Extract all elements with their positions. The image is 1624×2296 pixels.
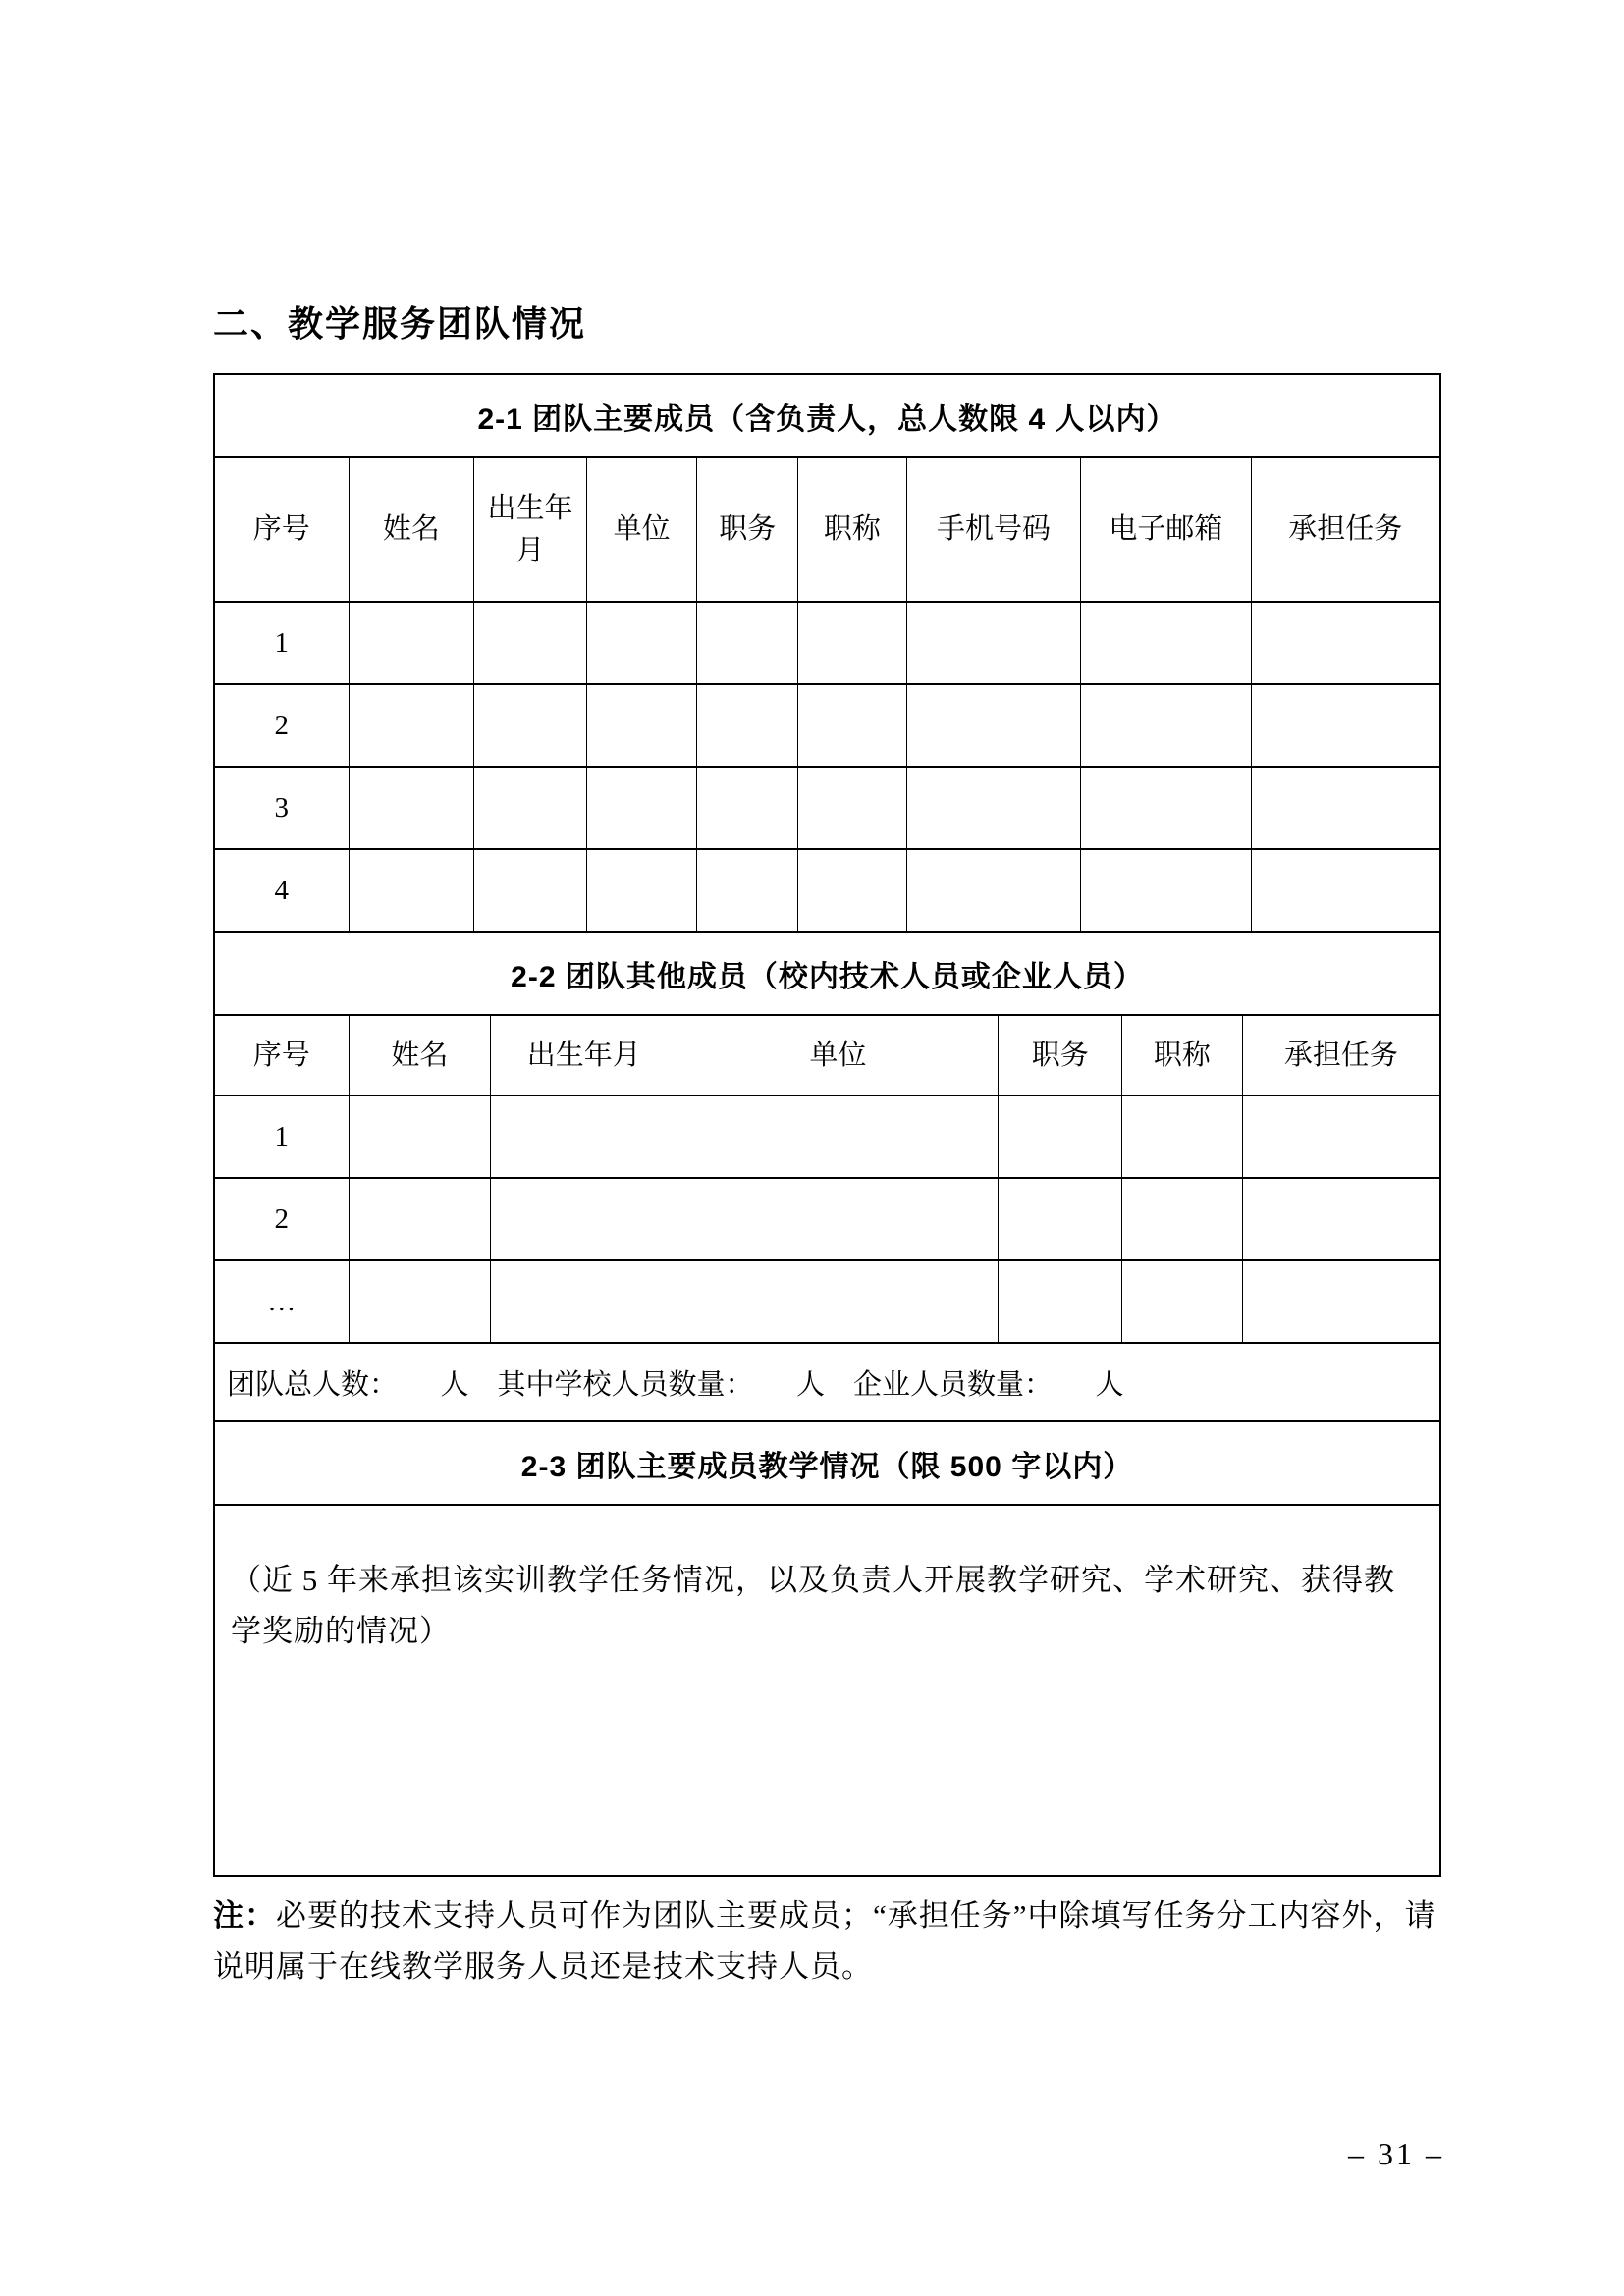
empty-cell [490,1095,677,1177]
table-2-3-title: 2-3 团队主要成员教学情况（限 500 字以内） [215,1420,1439,1504]
table-2-2-grid [215,1014,1439,1342]
row-number-cell: 2 [215,683,349,766]
col-header: 职称 [1121,1016,1242,1095]
empty-cell [349,1095,491,1177]
row-number-cell: 1 [215,1095,349,1177]
empty-cell [677,1095,998,1177]
table-2-2-title: 2-2 团队其他成员（校内技术人员或企业人员） [215,931,1439,1014]
footnote-label: 注： [213,1898,276,1933]
col-header: 职务 [998,1016,1121,1095]
empty-cell [586,601,697,683]
empty-cell [349,1259,491,1342]
empty-cell [349,683,474,766]
empty-cell [1121,1177,1242,1259]
team-totals-row: 团队总人数： 人 其中学校人员数量： 人 企业人员数量： 人 [215,1342,1439,1420]
col-header: 出生年月 [490,1016,677,1095]
empty-cell [586,683,697,766]
empty-cell [998,1177,1121,1259]
empty-cell [1242,1259,1439,1342]
col-header: 手机号码 [906,458,1080,601]
team-info-table [213,373,1441,1877]
table-2-1-title: 2-1 团队主要成员（含负责人，总人数限 4 人以内） [477,402,1177,436]
footnote [213,1891,1445,1993]
empty-cell [906,601,1080,683]
empty-cell [1251,848,1439,931]
row-number-cell: 2 [215,1177,349,1259]
col-header: 序号 [252,1039,310,1071]
empty-cell [696,601,797,683]
col-header: 职务 [696,458,797,601]
footnote-text: 必要的技术支持人员可作为团队主要成员；“承担任务”中除填写任务分工内容外，请说明属于在线教学服务人员还是技术支持人员。 [213,1898,1436,1984]
empty-cell [906,848,1080,931]
empty-cell [490,1259,677,1342]
col-header: 单位 [677,1016,998,1095]
empty-cell [349,1177,491,1259]
empty-cell [797,601,906,683]
row-number-cell: 3 [215,766,349,848]
empty-cell [473,766,586,848]
empty-cell [1242,1177,1439,1259]
empty-cell [473,683,586,766]
empty-cell [696,848,797,931]
empty-cell [906,766,1080,848]
section-heading: 二、教学服务团队情况 [213,303,587,344]
col-header: 姓名 [349,458,474,601]
empty-cell [490,1177,677,1259]
empty-cell [677,1259,998,1342]
empty-cell [677,1177,998,1259]
col-header: 承担任务 [1242,1016,1439,1095]
table-2-3-content [215,1504,1439,1875]
teaching-situation-placeholder: （近 5 年来承担该实训教学任务情况，以及负责人开展教学研究、学术研究、获得教学奖励的情况） [231,1563,1395,1648]
empty-cell [1080,766,1250,848]
empty-cell [349,601,474,683]
row-number-cell: 4 [215,848,349,931]
empty-cell [1251,683,1439,766]
col-header: 职称 [797,458,906,601]
empty-cell [349,848,474,931]
empty-cell [1251,601,1439,683]
row-number-cell: 1 [215,601,349,683]
empty-cell [1121,1259,1242,1342]
col-header: 序号 [252,513,310,546]
empty-cell [998,1095,1121,1177]
empty-cell [586,766,697,848]
col-header: 出生年月 [473,458,586,601]
empty-cell [586,848,697,931]
empty-cell [1121,1095,1242,1177]
row-number-cell: … [215,1259,349,1342]
empty-cell [797,848,906,931]
empty-cell [797,766,906,848]
col-header: 承担任务 [1251,458,1439,601]
empty-cell [349,766,474,848]
table-2-1-grid [215,456,1439,931]
empty-cell [906,683,1080,766]
empty-cell [1242,1095,1439,1177]
col-header: 电子邮箱 [1080,458,1250,601]
empty-cell [797,683,906,766]
empty-cell [473,601,586,683]
empty-cell [473,848,586,931]
empty-cell [1080,683,1250,766]
empty-cell [998,1259,1121,1342]
col-header: 单位 [586,458,697,601]
empty-cell [1080,848,1250,931]
empty-cell [1251,766,1439,848]
empty-cell [1080,601,1250,683]
page-number: – 31 – [1348,2136,1444,2171]
empty-cell [696,683,797,766]
empty-cell [696,766,797,848]
col-header: 姓名 [349,1016,491,1095]
